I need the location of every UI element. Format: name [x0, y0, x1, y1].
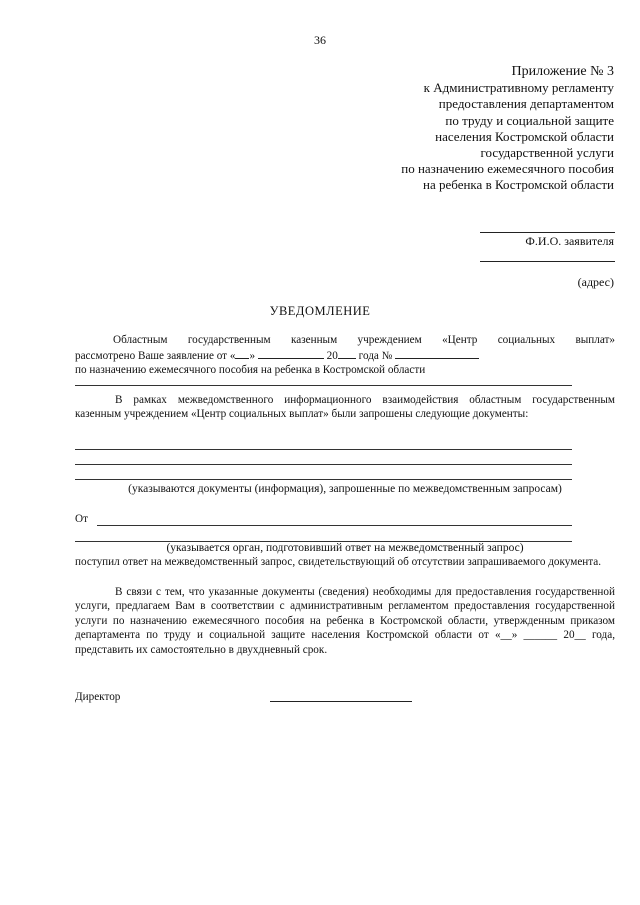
- p1-line2-c: 20: [326, 350, 338, 362]
- year-blank: [338, 348, 356, 359]
- p1-line1: Областным государственным казенным учреждением «Центр социальных выплат»: [113, 334, 615, 346]
- page-number: 36: [314, 33, 326, 47]
- paragraph-2: В рамках межведомственного информационного взаимодействия областным государственным казенным учреждением «Центр социальных выплат» были запрошены следующие документы:: [75, 394, 615, 421]
- address-label: (адрес): [577, 275, 614, 289]
- signature-line: [270, 701, 412, 702]
- appendix-block: [314, 64, 614, 194]
- signature-label: Директор: [75, 691, 121, 703]
- from-label: От: [75, 513, 88, 525]
- p1-line2-d: года №: [358, 350, 393, 362]
- number-blank: [395, 348, 479, 359]
- caption-documents: (указываются документы (информация), запрошенные по межведомственным запросам): [128, 483, 562, 495]
- document-title: УВЕДОМЛЕНИЕ: [269, 304, 371, 318]
- p1-line2-a: рассмотрено Ваше заявление от «: [75, 350, 236, 362]
- day-blank: [235, 348, 249, 359]
- appendix-line: предоставления департаментом: [438, 96, 614, 112]
- month-blank: [258, 348, 324, 359]
- fio-field-line: [480, 232, 615, 233]
- document-line: [75, 449, 572, 450]
- address-field-line: [480, 261, 615, 262]
- document-line: [75, 479, 572, 480]
- p1-line3: по назначению ежемесячного пособия на ребенка в Костромской области: [75, 364, 426, 376]
- appendix-line: к Административному регламенту: [423, 80, 614, 96]
- fio-label: Ф.И.О. заявителя: [525, 234, 614, 248]
- paragraph-3: поступил ответ на межведомственный запрос, свидетельствующий об отсутствии запрашиваемого документа.: [75, 556, 602, 568]
- appendix-line: по труду и социальной защите: [445, 112, 614, 128]
- document-line: [75, 464, 572, 465]
- blank-line: [75, 385, 572, 386]
- paragraph-4: В связи с тем, что указанные документы (сведения) необходимы для предоставления государственной услуги, предлагаем Вам в соответствии с административным регламентом предоставления государственной услуги по назначению ежемесячного пособия на ребенка в Костромской области, утвержденным приказом департамента по труду и социальной защите населения Костромской области от «__» ______ 20__ года, представить их самостоятельно в двухдневный срок.: [75, 586, 615, 656]
- p1-line2: [75, 348, 615, 363]
- caption-organ: (указывается орган, подготовивший ответ на межведомственный запрос): [166, 542, 524, 554]
- from-line: [97, 525, 572, 526]
- appendix-line: населения Костромской области: [435, 128, 614, 144]
- appendix-line: на ребенка в Костромской области: [423, 177, 614, 193]
- appendix-line: Приложение № 3: [511, 64, 614, 79]
- appendix-line: государственной услуги: [480, 145, 614, 161]
- appendix-line: по назначению ежемесячного пособия: [401, 161, 614, 177]
- p1-line2-b: »: [249, 350, 256, 362]
